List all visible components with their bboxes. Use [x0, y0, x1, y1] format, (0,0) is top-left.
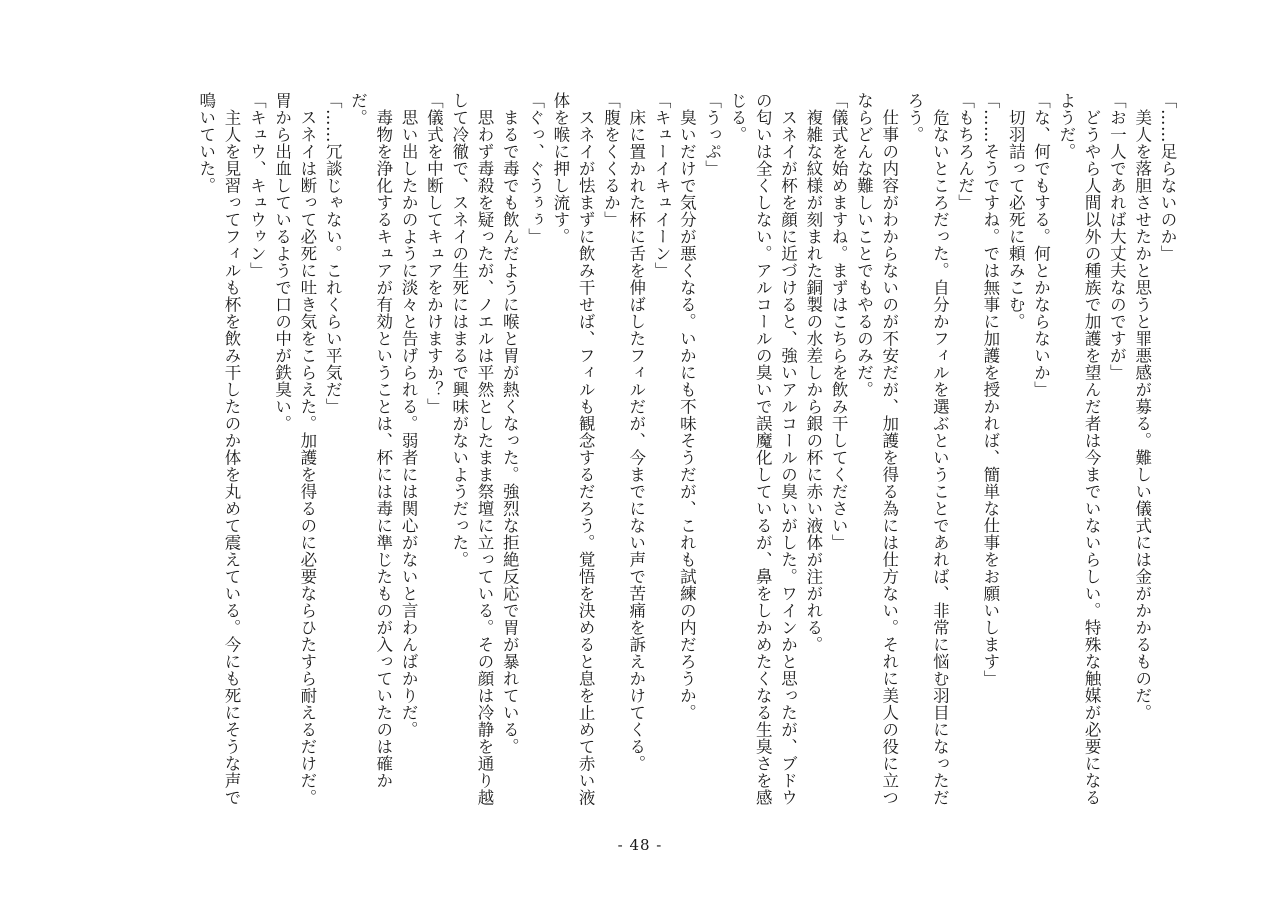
- paragraph: 切羽詰って必死に頼みこむ。: [1006, 92, 1026, 330]
- paragraph: 主人を見習ってフィルも杯を飲み干したのか体を丸めて震えている。今にも死にそうな声で鳴いていた。: [196, 92, 242, 806]
- page-number: - 48 -: [617, 836, 663, 854]
- paragraph: 「儀式を中断してキュアをかけますか？」: [424, 92, 444, 415]
- paragraph: 思い出したかのように淡々と告げられる。弱者には関心がないと言わんばかりだ。: [399, 92, 419, 738]
- paragraph: 「腹をくくるか」: [601, 92, 621, 228]
- paragraph: スネイが杯を顔に近づけると、強いアルコールの臭いがした。ワインかと思ったが、ブドウの匂いは全くしない。アルコールの臭いで誤魔化しているが、鼻をしかめたくなる生臭さを感じる。: [727, 92, 798, 806]
- paragraph: 臭いだけで気分が悪くなる。いかにも不味そうだが、これも試練の内だろうか。: [677, 92, 697, 721]
- paragraph: 危ないところだった。自分かフィルを選ぶということであれば、非常に悩む羽目になっただろう。: [905, 92, 950, 806]
- paragraph: 「キューイキュイーン」: [652, 92, 672, 279]
- paragraph: 「……そうですね。では無事に加護を授かれば、簡単な仕事をお願いします」: [980, 92, 1000, 687]
- paragraph: 「な、何でもする。何とかならないか」: [1031, 92, 1051, 398]
- paragraph: 美人を落胆させたかと思うと罪悪感が募る。難しい儀式には金がかかるものだ。: [1132, 92, 1152, 721]
- vertical-text-body: [100, 92, 1180, 820]
- paragraph: 「もちろんだ」: [955, 92, 975, 211]
- paragraph: 「ぐっ、ぐうぅぅ」: [525, 92, 545, 245]
- paragraph: 「……足らないのか」: [1158, 92, 1177, 262]
- paragraph: スネイは断って必死に吐き気をこらえた。加護を得るのに必要ならひたすら耐えるだけだ。胃から出血しているようで口の中が鉄臭い。: [272, 92, 317, 806]
- paragraph: 「うっぷ」: [702, 92, 722, 177]
- paragraph: 毒物を浄化するキュアが有効ということは、杯には毒に準じたものが入っていたのは確かだ。: [348, 92, 393, 789]
- paragraph: まるで毒でも飲んだように喉と胃が熱くなった。強烈な拒絶反応で胃が暴れている。: [500, 92, 520, 755]
- paragraph: 複雑な紋様が刻まれた銅製の水差しから銀の杯に赤い液体が注がれる。: [803, 92, 823, 653]
- paragraph: 思わず毒殺を疑ったが、ノエルは平然としたまま祭壇に立っている。その顔は冷静を通り越して冷徹で、スネイの生死にはまるで興味がないようだった。: [449, 92, 494, 806]
- paragraph: 「お一人であれば大丈夫なのですが」: [1107, 92, 1127, 381]
- paragraph: スネイが怯まずに飲み干せば、フィルも観念するだろう。覚悟を決めると息を止めて赤い液体を喉に押し流す。: [550, 92, 596, 806]
- paragraph: 仕事の内容がわからないのが不安だが、加護を得る為には仕方ない。それに美人の役に立つならどんな難しいことでもやるのみだ。: [854, 92, 899, 806]
- paragraph: 「キュウ、キュウゥン」: [247, 92, 267, 279]
- paragraph: 「……冗談じゃない。これくらい平気だ」: [323, 92, 343, 415]
- paragraph: 床に置かれた杯に舌を伸ばしたフィルだが、今までにない声で苦痛を訴えかけてくる。: [626, 92, 646, 772]
- paragraph: どうやら人間以外の種族で加護を望んだ者は今までいないらしい。特殊な触媒が必要になるようだ。: [1056, 92, 1102, 806]
- paragraph: 「儀式を始めますね。まずはこちらを飲み干してください」: [829, 92, 849, 551]
